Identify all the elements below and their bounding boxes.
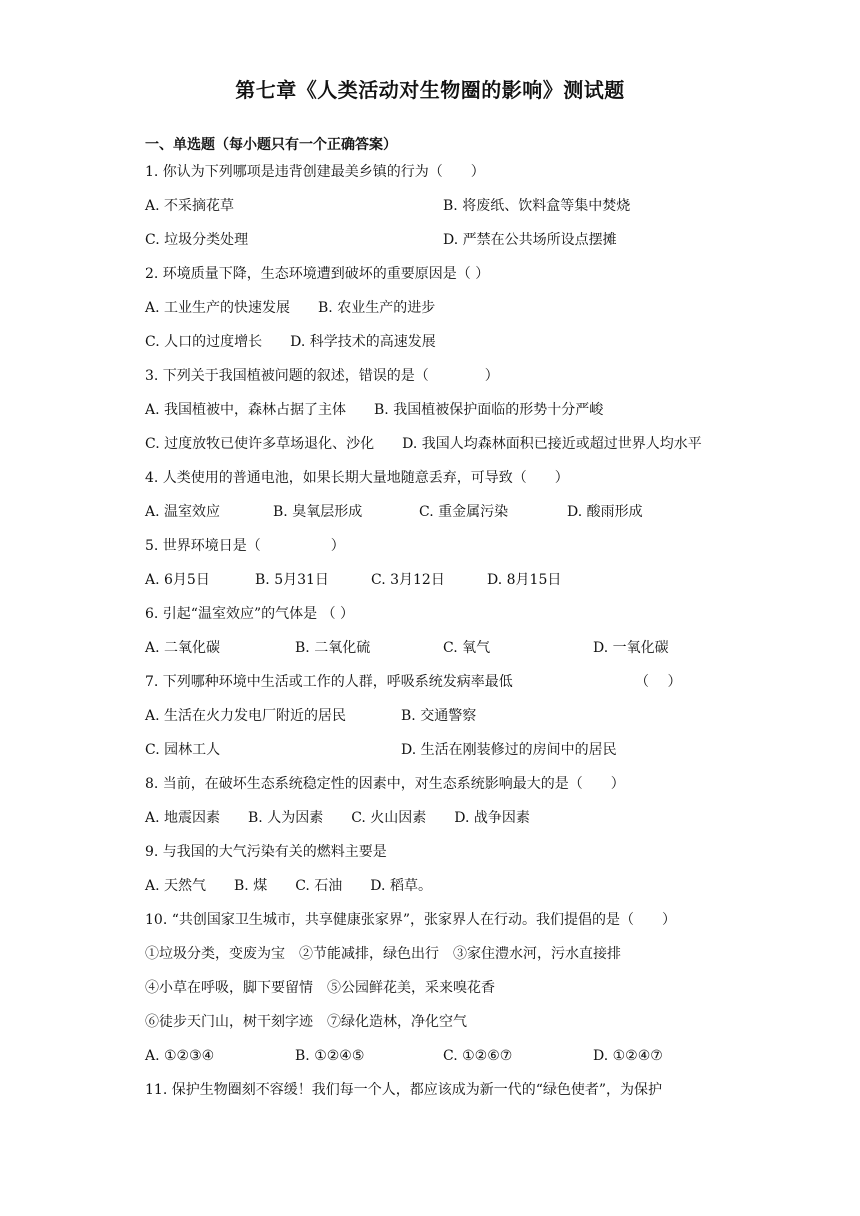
option-c: C. 3月12日 bbox=[371, 572, 445, 588]
question-1-stem: 1. 你认为下列哪项是违背创建最美乡镇的行为（ ） bbox=[145, 164, 485, 180]
option-a: A. 不采摘花草 bbox=[145, 198, 235, 214]
question-7-options-row1 bbox=[145, 699, 725, 733]
option-a: A. 温室效应 bbox=[145, 504, 221, 520]
option-d: D. 酸雨形成 bbox=[567, 504, 643, 520]
option-c: C. 园林工人 bbox=[145, 742, 221, 758]
question-11-stem: 11. 保护生物圈刻不容缓！我们每一个人，都应该成为新一代的“绿色使者”，为保护 bbox=[145, 1082, 663, 1098]
option-b: B. 臭氧层形成 bbox=[273, 504, 363, 520]
question-2-options-ab: A. 工业生产的快速发展 B. 农业生产的进步 bbox=[145, 300, 436, 316]
answer-paren: （ ） bbox=[635, 674, 682, 690]
question-9-options: A. 天然气 B. 煤 C. 石油 D. 稻草。 bbox=[145, 878, 432, 894]
question-1-options-row1 bbox=[145, 189, 725, 223]
question-10-statements-3: ⑥徒步天门山，树干刻字迹 ⑦绿化造林，净化空气 bbox=[145, 1014, 467, 1030]
page-title: 第七章《人类活动对生物圈的影响》测试题 bbox=[235, 78, 625, 102]
question-5-stem: 5. 世界环境日是（ ） bbox=[145, 538, 345, 554]
option-c: C. ①②⑥⑦ bbox=[443, 1048, 513, 1064]
question-1-options-row2 bbox=[145, 223, 725, 257]
option-d: D. ①②④⑦ bbox=[593, 1048, 663, 1064]
question-3-options-ab: A. 我国植被中，森林占据了主体 B. 我国植被保护面临的形势十分严峻 bbox=[145, 402, 604, 418]
question-2-options-cd: C. 人口的过度增长 D. 科学技术的高速发展 bbox=[145, 334, 436, 350]
option-d: D. 8月15日 bbox=[487, 572, 562, 588]
question-4-stem: 4. 人类使用的普通电池，如果长期大量地随意丢弃，可导致（ ） bbox=[145, 470, 569, 486]
question-list bbox=[145, 155, 725, 1107]
question-10-options bbox=[145, 1039, 725, 1073]
question-10-statements-1: ①垃圾分类，变废为宝 ②节能减排，绿色出行 ③家住澧水河，污水直接排 bbox=[145, 946, 621, 962]
question-8-options: A. 地震因素 B. 人为因素 C. 火山因素 D. 战争因素 bbox=[145, 810, 530, 826]
section-heading: 一、单选题（每小题只有一个正确答案） bbox=[145, 137, 397, 153]
question-6-options bbox=[145, 631, 725, 665]
option-a: A. 6月5日 bbox=[145, 572, 210, 588]
question-3-options-cd: C. 过度放牧已使许多草场退化、沙化 D. 我国人均森林面积已接近或超过世界人均水平 bbox=[145, 436, 702, 452]
option-d: D. 严禁在公共场所设点摆摊 bbox=[443, 232, 617, 248]
question-8-stem: 8. 当前，在破坏生态系统稳定性的因素中，对生态系统影响最大的是（ ） bbox=[145, 776, 625, 792]
option-b: B. 5月31日 bbox=[255, 572, 329, 588]
option-b: B. 二氧化硫 bbox=[295, 640, 371, 656]
question-4-options bbox=[145, 495, 725, 529]
option-c: C. 重金属污染 bbox=[419, 504, 509, 520]
question-2-stem: 2. 环境质量下降，生态环境遭到破坏的重要原因是（ ） bbox=[145, 266, 490, 282]
question-7-stem: 7. 下列哪种环境中生活或工作的人群，呼吸系统发病率最低 bbox=[145, 674, 513, 690]
question-10-stem: 10. “共创国家卫生城市，共享健康张家界”，张家界人在行动。我们提倡的是（ ） bbox=[145, 912, 677, 928]
option-c: C. 垃圾分类处理 bbox=[145, 232, 249, 248]
question-7-stem-row bbox=[145, 665, 725, 699]
option-b: B. 将废纸、饮料盒等集中焚烧 bbox=[443, 198, 631, 214]
question-9-stem: 9. 与我国的大气污染有关的燃料主要是 bbox=[145, 844, 387, 860]
option-d: D. 生活在刚装修过的房间中的居民 bbox=[401, 742, 617, 758]
question-5-options bbox=[145, 563, 725, 597]
question-6-stem: 6. 引起“温室效应”的气体是 （ ） bbox=[145, 606, 355, 622]
option-b: B. 交通警察 bbox=[401, 708, 477, 724]
option-a: A. ①②③④ bbox=[145, 1048, 215, 1064]
option-b: B. ①②④⑤ bbox=[295, 1048, 365, 1064]
question-7-options-row2 bbox=[145, 733, 725, 767]
option-a: A. 生活在火力发电厂附近的居民 bbox=[145, 708, 347, 724]
option-c: C. 氧气 bbox=[443, 640, 491, 656]
question-10-statements-2: ④小草在呼吸，脚下要留情 ⑤公园鲜花美，采来嗅花香 bbox=[145, 980, 495, 996]
question-3-stem: 3. 下列关于我国植被问题的叙述，错误的是（ ） bbox=[145, 368, 499, 384]
option-a: A. 二氧化碳 bbox=[145, 640, 221, 656]
option-d: D. 一氧化碳 bbox=[593, 640, 669, 656]
